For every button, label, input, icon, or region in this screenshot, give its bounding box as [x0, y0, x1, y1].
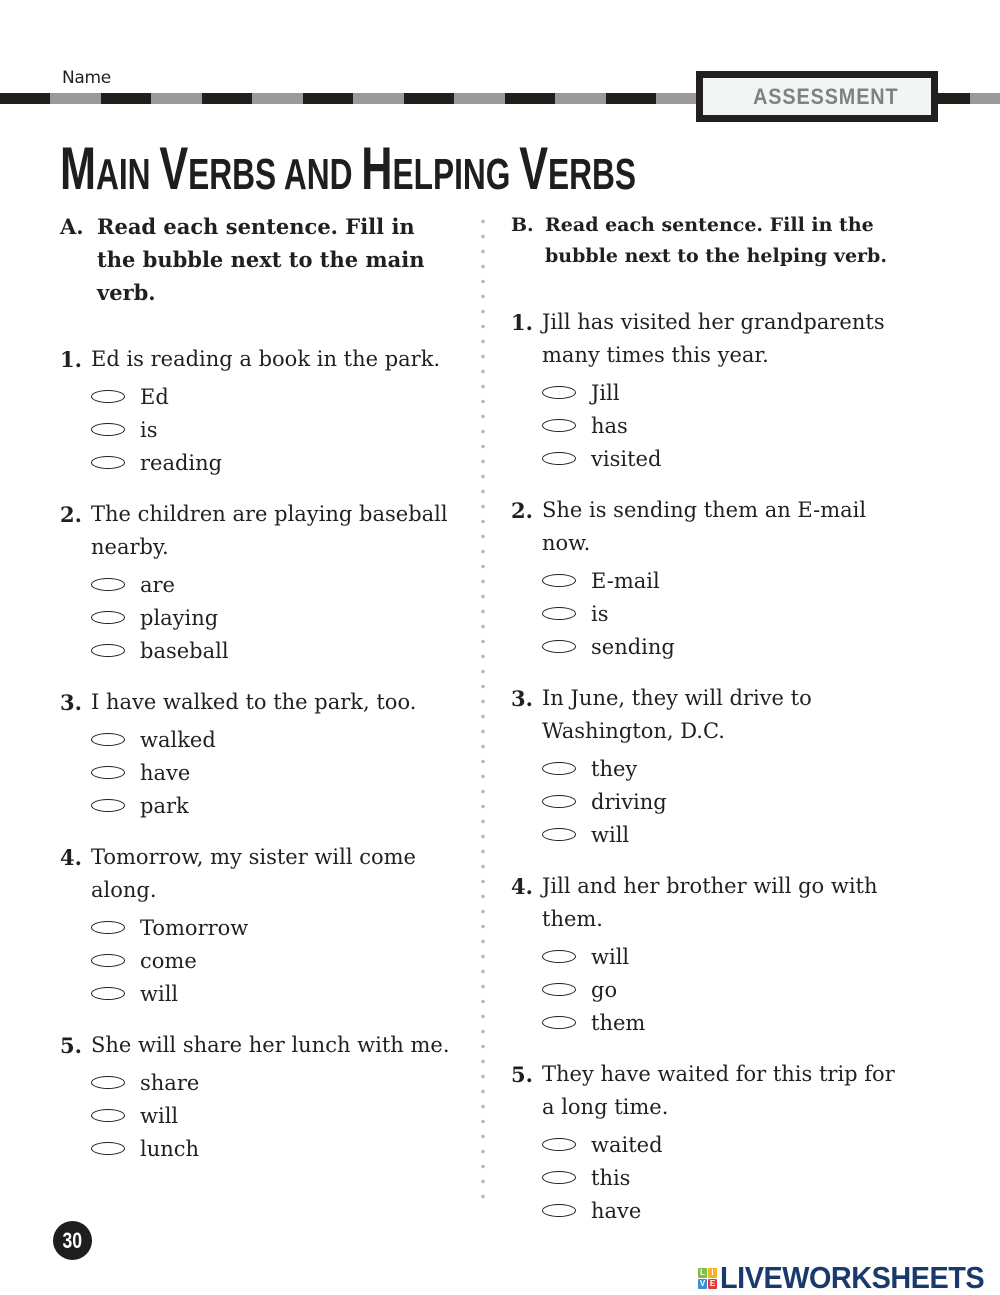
page-number: 30 [62, 1227, 83, 1253]
question-number: 3. [60, 690, 82, 715]
column-divider [481, 214, 485, 1206]
answer-option[interactable] [91, 601, 460, 634]
answer-options [60, 380, 460, 479]
answer-option-label: Ed [140, 384, 169, 409]
answer-options [60, 568, 460, 667]
title-part: H [361, 135, 393, 202]
question-item [60, 498, 460, 667]
question-item [511, 494, 911, 663]
question-number: 1. [60, 347, 82, 372]
answer-bubble[interactable] [542, 950, 576, 963]
answer-option-label: reading [140, 450, 223, 475]
answer-bubble[interactable] [91, 423, 125, 436]
answer-bubble[interactable] [91, 733, 125, 746]
title-part: V [519, 135, 549, 202]
question-prompt [60, 343, 460, 376]
answer-option[interactable] [542, 564, 911, 597]
section-b-letter: B. [511, 214, 534, 236]
answer-option[interactable] [91, 756, 460, 789]
answer-option[interactable] [91, 634, 460, 667]
answer-bubble[interactable] [91, 456, 125, 469]
answer-option-label: has [591, 413, 628, 438]
answer-option-label: E-mail [591, 568, 660, 593]
answer-option[interactable] [91, 1132, 460, 1165]
answer-bubble[interactable] [542, 452, 576, 465]
section-a-directions-text: Read each sentence. Fill in the bubble next to the main verb. [97, 214, 425, 305]
answer-option-label: Tomorrow [140, 915, 249, 940]
section-b [511, 210, 911, 1246]
section-a-letter: A. [60, 214, 84, 239]
question-prompt [60, 841, 460, 907]
logo-tiles-icon [698, 1268, 717, 1289]
answer-bubble[interactable] [542, 640, 576, 653]
name-label: Name [62, 68, 111, 88]
answer-options [511, 564, 911, 663]
answer-option[interactable] [542, 1161, 911, 1194]
question-number: 5. [511, 1062, 533, 1087]
answer-option-label: this [591, 1165, 631, 1190]
question-text: I have walked to the park, too. [91, 690, 417, 714]
answer-option-label: will [140, 1103, 179, 1128]
answer-bubble[interactable] [91, 954, 125, 967]
answer-bubble[interactable] [91, 390, 125, 403]
answer-option-label: is [140, 417, 158, 442]
answer-option-label: will [591, 944, 630, 969]
answer-bubble[interactable] [91, 578, 125, 591]
question-text: She is sending them an E-mail now. [542, 498, 867, 555]
answer-bubble[interactable] [542, 574, 576, 587]
question-number: 4. [60, 845, 82, 870]
question-prompt [60, 1029, 460, 1062]
answer-option[interactable] [542, 376, 911, 409]
title-part: M [60, 135, 96, 202]
liveworksheets-logo [698, 1260, 1000, 1295]
answer-bubble[interactable] [542, 386, 576, 399]
logo-tile: V [699, 1279, 706, 1288]
answer-bubble[interactable] [91, 1142, 125, 1155]
answer-option-label: have [140, 760, 191, 785]
answer-option-label: Jill [591, 380, 620, 405]
question-text: Tomorrow, my sister will come along. [91, 845, 416, 902]
answer-option[interactable] [91, 723, 460, 756]
answer-option[interactable] [91, 789, 460, 822]
answer-option[interactable] [91, 977, 460, 1010]
title-part: ERBS AND [188, 150, 362, 199]
question-number: 2. [60, 502, 82, 527]
answer-option-label: visited [591, 446, 662, 471]
logo-text: LIVEWORKSHEETS [720, 1260, 985, 1295]
answer-bubble[interactable] [91, 1109, 125, 1122]
answer-option[interactable] [91, 413, 460, 446]
title-part: ERBS [548, 150, 637, 199]
logo-tile: E [709, 1279, 716, 1288]
answer-option-label: baseball [140, 638, 229, 663]
question-text: Jill has visited her grandparents many times this year. [542, 310, 885, 367]
answer-bubble[interactable] [542, 1171, 576, 1184]
section-a [60, 210, 460, 1184]
answer-bubble[interactable] [91, 987, 125, 1000]
answer-option-label: them [591, 1010, 646, 1035]
question-prompt [511, 306, 911, 372]
answer-option[interactable] [542, 597, 911, 630]
answer-option[interactable] [91, 911, 460, 944]
answer-options [511, 752, 911, 851]
question-item [60, 343, 460, 479]
question-number: 1. [511, 310, 533, 335]
assessment-badge [696, 71, 938, 122]
question-item [511, 682, 911, 851]
title-part: V [159, 135, 189, 202]
answer-options [60, 911, 460, 1010]
question-item [511, 870, 911, 1039]
answer-option-label: come [140, 948, 197, 973]
answer-option-label: waited [591, 1132, 663, 1157]
answer-option[interactable] [542, 1128, 911, 1161]
answer-option-label: have [591, 1198, 642, 1223]
title-part: AIN [95, 150, 160, 199]
answer-options [60, 1066, 460, 1165]
question-item [511, 1058, 911, 1227]
answer-option[interactable] [91, 568, 460, 601]
answer-options [511, 1128, 911, 1227]
question-text: They have waited for this trip for a long time. [542, 1062, 895, 1119]
question-prompt [511, 494, 911, 560]
question-item [60, 841, 460, 1010]
page-title [60, 134, 636, 203]
answer-bubble[interactable] [91, 644, 125, 657]
question-list [511, 306, 911, 1227]
question-number: 2. [511, 498, 533, 523]
answer-bubble[interactable] [542, 828, 576, 841]
answer-option[interactable] [542, 1194, 911, 1227]
question-item [60, 686, 460, 822]
assessment-badge-label: ASSESSMENT [753, 83, 899, 109]
question-text: She will share her lunch with me. [91, 1033, 450, 1057]
question-item [60, 1029, 460, 1165]
answer-option[interactable] [542, 1006, 911, 1039]
answer-option-label: are [140, 572, 175, 597]
question-text: Ed is reading a book in the park. [91, 347, 441, 371]
answer-bubble[interactable] [91, 1076, 125, 1089]
answer-bubble[interactable] [542, 983, 576, 996]
answer-option[interactable] [542, 442, 911, 475]
answer-bubble[interactable] [542, 1016, 576, 1029]
answer-option-label: playing [140, 605, 219, 630]
answer-bubble[interactable] [542, 419, 576, 432]
question-prompt [60, 498, 460, 564]
answer-option-label: will [591, 822, 630, 847]
answer-option[interactable] [542, 785, 911, 818]
answer-bubble[interactable] [542, 607, 576, 620]
answer-option[interactable] [542, 818, 911, 851]
logo-tile: L [698, 1268, 707, 1278]
question-list [60, 343, 460, 1165]
section-b-directions [511, 210, 911, 272]
question-prompt [511, 1058, 911, 1124]
answer-option-label: is [591, 601, 609, 626]
answer-option[interactable] [91, 944, 460, 977]
answer-option-label: lunch [140, 1136, 200, 1161]
answer-bubble[interactable] [542, 1204, 576, 1217]
answer-option[interactable] [542, 973, 911, 1006]
question-number: 5. [60, 1033, 82, 1058]
answer-option-label: they [591, 756, 638, 781]
answer-option-label: will [140, 981, 179, 1006]
question-prompt [511, 682, 911, 748]
answer-bubble[interactable] [542, 795, 576, 808]
logo-tile: I [708, 1268, 717, 1278]
answer-option[interactable] [91, 446, 460, 479]
question-item [511, 306, 911, 475]
answer-option-label: go [591, 977, 618, 1002]
answer-bubble[interactable] [91, 921, 125, 934]
answer-bubble[interactable] [542, 762, 576, 775]
answer-option[interactable] [91, 1066, 460, 1099]
answer-option-label: driving [591, 789, 667, 814]
answer-option[interactable] [542, 409, 911, 442]
answer-option-label: sending [591, 634, 675, 659]
answer-options [60, 723, 460, 822]
question-text: Jill and her brother will go with them. [542, 874, 878, 931]
dashed-header-bar-right [936, 93, 1000, 104]
question-text: The children are playing baseball nearby. [91, 502, 448, 559]
answer-bubble[interactable] [91, 799, 125, 812]
answer-option[interactable] [542, 752, 911, 785]
answer-option-label: walked [140, 727, 216, 752]
section-b-directions-text: Read each sentence. Fill in the bubble next to the helping verb. [545, 214, 887, 267]
answer-bubble[interactable] [91, 766, 125, 779]
answer-bubble[interactable] [542, 1138, 576, 1151]
answer-bubble[interactable] [91, 611, 125, 624]
answer-option-label: park [140, 793, 189, 818]
question-text: In June, they will drive to Washington, D.C. [542, 686, 812, 743]
question-number: 3. [511, 686, 533, 711]
answer-option[interactable] [91, 1099, 460, 1132]
answer-option-label: share [140, 1070, 200, 1095]
answer-options [511, 376, 911, 475]
question-number: 4. [511, 874, 533, 899]
section-a-directions [60, 210, 460, 309]
question-prompt [511, 870, 911, 936]
answer-option[interactable] [91, 380, 460, 413]
answer-options [511, 940, 911, 1039]
question-prompt [60, 686, 460, 719]
title-part: ELPING [392, 150, 520, 199]
page-number-badge [53, 1221, 92, 1260]
answer-option[interactable] [542, 940, 911, 973]
answer-option[interactable] [542, 630, 911, 663]
